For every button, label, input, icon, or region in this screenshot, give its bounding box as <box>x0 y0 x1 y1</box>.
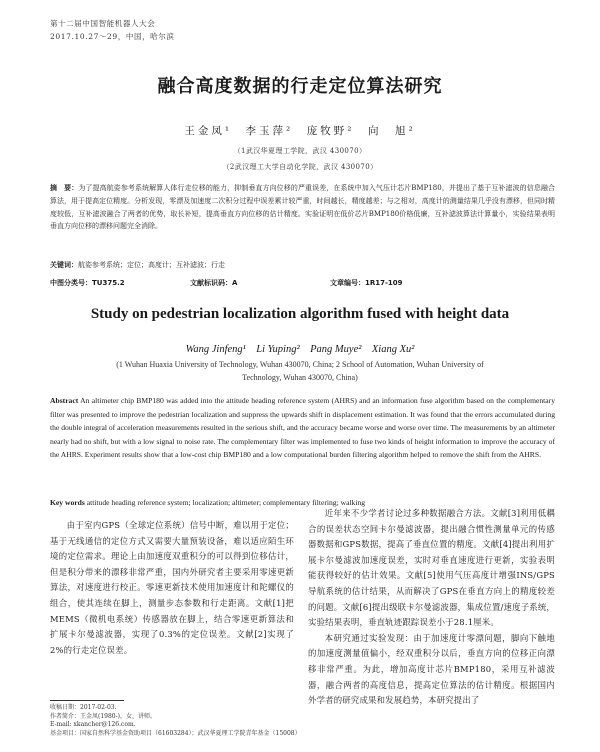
footnote-author: 作者简介：王金凤(1980-)，女，讲师。 <box>50 712 156 720</box>
body-paragraph: 本研究通过实验发现：由于加速度计零漂问题，脚向下触地的加速度测量值偏小，经双重积分以后，垂直方向的位移正向漂移非常严重。为此，增加高度计芯片BMP180，采用互补滤波器，融合两者的高度信息，提高定位算法的估计精度。根据国内外学者的研究成果和发展趋势，本研究提出了 <box>308 632 555 706</box>
clc-label: 中图分类号： <box>50 279 92 287</box>
article-value: 1R17-109 <box>365 279 403 287</box>
abstract-cn-text: 为了提高航姿参考系统解算人体行走位移的能力，抑制垂直方向位移的严重误差，在系统中加入气压计芯片BMP180，并提出了基于互补滤波的信息融合算法，用于提高定位精度。分析发现，零漂及加速度二次积分过程中误差累计较严重，时间越长，精度越差；与之相对，高度计的测量结果几乎没有漂移，但同时精度较低，互补滤波融合了两者的优势，取长补短，提高垂直方向位移的估计精度。实验证明在低价芯片BMP180价格低廉，互补滤波算法计算量小，实验结果表明垂直方向位移的漂移问题完全消除。 <box>50 184 555 231</box>
body-paragraph: 由于室内GPS（全球定位系统）信号中断，难以用于定位；基于无线通信的定位方式又需要大量预装设备，难以适应陌生环境的定位需求。理论上由加速度双重积分的可以得到位移估计，但是积分带来的漂移非常严重，国内外研究者主要采用零速更新算法，对速度进行校正。零速更新技术使用加速度计和陀螺仪的组合，使其连续在脚上，测量步态参数和行走距离。文献[1]把MEMS（微机电系统）传感器放在脚上，结合零速更新算法和扩展卡尔曼滤波器，实现了0.3%的定位误差。文献[2]实现了2%的行走定位误差。 <box>50 520 294 655</box>
footnote <box>50 704 301 738</box>
keywords-en-text: attitude heading reference system; localization; altimeter; complementary filtering; walking <box>86 498 366 507</box>
authors-cn: 王金凤¹ 李玉萍² 庞牧野² 向 旭² <box>184 125 416 137</box>
abstract-en <box>50 394 555 462</box>
authors-en: Wang Jinfeng¹ Li Yuping² Pang Muye² Xiang Xu² <box>185 344 415 355</box>
keywords-cn-label: 关键词： <box>50 261 78 269</box>
body-column-right <box>308 506 555 709</box>
keywords-en-label: Key words <box>50 498 85 507</box>
affiliation-cn-2: （2武汉理工大学自动化学院，武汉 430070） <box>222 163 378 171</box>
abstract-cn-label: 摘 要： <box>50 184 79 192</box>
conference-name: 第十二届中国智能机器人大会 <box>50 19 156 28</box>
paper-title-en: Study on pedestrian localization algorithm fused with height data <box>90 306 510 322</box>
doc-label: 文献标识码： <box>190 279 232 287</box>
footnote-email: E-mail: xkancher@126.com. <box>50 721 136 729</box>
affiliation-cn-1: （1武汉华夏理工学院，武汉 430070） <box>233 147 367 155</box>
footnote-received: 收稿日期：2017-02-03. <box>50 704 117 711</box>
article-label: 文章编号： <box>330 279 365 287</box>
paper-title-cn: 融合高度数据的行走定位算法研究 <box>157 76 443 97</box>
clc-number <box>50 278 125 288</box>
footnote-rule <box>50 700 124 701</box>
body-paragraph: 近年来不少学者讨论过多种数据融合方法。文献[3]利用低耦合的误差状态空间卡尔曼滤波器，提出融合惯性测量单元的传感器数据和GPS数据，提高了垂直位置的精度。文献[4]提出利用扩展卡尔曼滤波加速度误差，实时对垂直速度进行更新，实验表明能获得较好的估计效果。文献[5]使用气压高度计增强INS/GPS导航系统的估计结果，从而解决了GPS在垂直方向上的精度较差的问题。文献[6]提出级联卡尔曼滤波器，集成位置/速度子系统，实验结果表明，垂直轨迹跟踪误差小于28.1厘米。 <box>308 508 556 628</box>
conference-date-place: 2017.10.27～29，中国，哈尔滨 <box>50 32 175 41</box>
abstract-en-label: Abstract <box>50 396 79 405</box>
abstract-cn <box>50 182 555 233</box>
body-column-left <box>50 518 294 658</box>
document-code <box>190 278 237 288</box>
footnote-fund: 基金项目：国家自然科学基金资助项目（61603284）；武汉华夏理工学院青年基金（15008） <box>50 729 301 737</box>
clc-value: TU375.2 <box>92 279 125 287</box>
abstract-en-text: An altimeter chip BMP180 was added into the attitude heading reference system (AHRS) and an information fuse algorithm based on the complementary filter was presented to improve the pedestrian localization and suppress the upwards shift in displacement estimation. It was found that the errors accumulated during the double integral of acceleration measurements resulted in the serious shift, and the accuracy became worse and worse over time. The measurements by an altimeter nearly had no shift, but with a low signal to noise rate. The complementary filter was implemented to fuse two kinds of height information to improve the accuracy of the AHRS. Experiment results show that a low-cost chip BMP180 and a low computational burden filtering algorithm helped to remove the shift from the AHRS. <box>50 396 555 460</box>
keywords-cn-text: 航姿参考系统；定位；高度计；互补滤波；行走 <box>78 261 225 269</box>
article-number <box>330 278 403 288</box>
keywords-cn <box>50 260 225 270</box>
doc-value: A <box>232 279 238 287</box>
affiliation-en: (1 Wuhan Huaxia University of Technology, Wuhan 430070, China; 2 School of Automation, Wuhan University of Technology, Wuhan 430070, China) <box>116 360 484 382</box>
